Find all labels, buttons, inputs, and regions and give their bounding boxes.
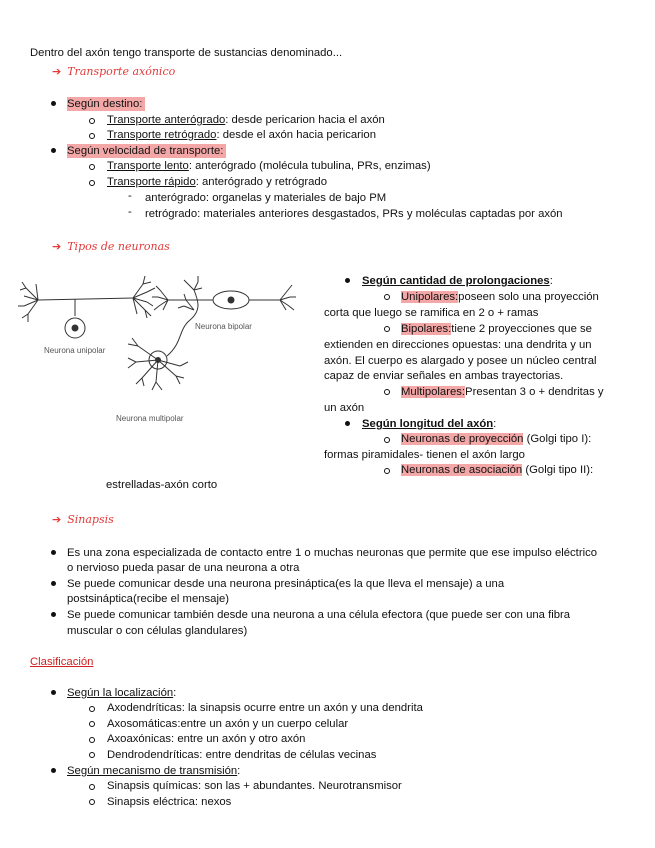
unipolares-line1: [401, 290, 599, 304]
circle-bullet-icon: [89, 706, 95, 712]
term: Unipolares:: [401, 291, 459, 303]
caption-multipolar: Neurona multipolar: [116, 414, 184, 423]
circle-bullet-icon: [89, 118, 95, 124]
dendrodendriticas-item: Dendrodendríticas: entre dendritas de células vecinas: [107, 749, 377, 761]
axosomaticas-item: Axosomáticas:entre un axón y un cuerpo celular: [107, 718, 349, 730]
estrelladas-text: estrelladas-axón corto: [106, 479, 218, 491]
unipolar-neuron-drawing: [18, 276, 155, 338]
circle-bullet-icon: [384, 437, 390, 443]
term: Neuronas de asociación: [401, 464, 523, 476]
section-heading-tipos: [52, 240, 170, 254]
circle-bullet-icon: [384, 389, 390, 395]
section-title: Sinapsis: [67, 513, 114, 526]
circle-bullet-icon: [89, 164, 95, 170]
sinapsis-b1-l1: Es una zona especializada de contacto entre 1 o muchas neuronas que permite que ese impulso eléctrico: [67, 547, 598, 559]
colon: :: [493, 418, 497, 430]
intro-line: Dentro del axón tengo transporte de sustancias denominado...: [30, 47, 343, 59]
prolongaciones-label: [362, 274, 553, 288]
colon: :: [549, 275, 553, 287]
rapido-item: [107, 175, 327, 189]
circle-bullet-icon: [89, 737, 95, 743]
arrow-right-icon: ➔: [52, 65, 62, 78]
arrow-right-icon: ➔: [52, 240, 62, 253]
section-title: Transporte axónico: [67, 65, 176, 78]
unipolares-line2: corta que luego se ramifica en 2 o + ramas: [324, 307, 539, 319]
proyeccion-line2: formas piramidales- tienen el axón largo: [324, 449, 525, 461]
dash-bullet-icon: -: [128, 206, 132, 218]
caption-unipolar: Neurona unipolar: [44, 346, 106, 355]
localizacion-label: [67, 686, 176, 700]
sub-anterogrado: anterógrado: organelas y materiales de bajo PM: [145, 192, 387, 204]
circle-bullet-icon: [384, 468, 390, 474]
anterogrado-item: [107, 113, 385, 127]
desc: poseen solo una proyección: [458, 291, 599, 303]
destino-label: Según destino:: [67, 97, 145, 111]
bullet-icon: [51, 101, 56, 106]
desc: : anterógrado (molécula tubulina, PRs, enzimas): [188, 160, 431, 172]
multipolar-neuron-drawing: [128, 276, 202, 390]
desc: : desde el axón hacia pericarion: [216, 129, 376, 141]
caption-bipolar: Neurona bipolar: [195, 322, 252, 331]
section-heading-sinapsis: [52, 513, 114, 527]
label: Según la localización: [67, 687, 174, 699]
sinapsis-b2-l2: postsináptica(recibe el mensaje): [67, 593, 230, 605]
circle-bullet-icon: [89, 133, 95, 139]
bipolar-neuron-drawing: [152, 285, 296, 310]
term: Bipolares:: [401, 323, 452, 335]
circle-bullet-icon: [89, 799, 95, 805]
clasificacion-title: Clasificación: [30, 656, 94, 668]
sinapsis-b2-l1: Se puede comunicar desde una neurona presináptica(es la que lleva el mensaje) a una: [67, 578, 505, 590]
bullet-icon: [345, 278, 350, 283]
label: Según longitud del axón: [362, 418, 494, 430]
term: Neuronas de proyección: [401, 433, 524, 445]
bullet-icon: [345, 421, 350, 426]
neuron-illustration: [18, 270, 318, 450]
bullet-icon: [51, 612, 56, 617]
multipolares-line2: un axón: [324, 402, 365, 414]
velocidad-label: Según velocidad de transporte:: [67, 144, 226, 158]
bullet-icon: [51, 148, 56, 153]
circle-bullet-icon: [384, 294, 390, 300]
desc: (Golgi tipo II):: [522, 464, 594, 476]
proyeccion-line1: [401, 432, 591, 446]
multipolares-line1: [401, 385, 604, 399]
circle-bullet-icon: [89, 180, 95, 186]
term: Transporte retrógrado: [107, 129, 217, 141]
desc: Presentan 3 o + dendritas y: [465, 386, 604, 398]
bipolares-line3: axón. El cuerpo es alargado y posee un núcleo central: [324, 355, 597, 367]
bullet-icon: [51, 768, 56, 773]
desc: : anterógrado y retrógrado: [195, 176, 327, 188]
desc: (Golgi tipo I):: [523, 433, 592, 445]
dash-bullet-icon: -: [128, 190, 132, 202]
sinapsis-b1-l2: o nervioso pueda pasar de una neurona a otra: [67, 562, 300, 574]
term: Transporte rápido: [107, 176, 196, 188]
asociacion-line1: [401, 463, 593, 477]
bullet-icon: [51, 581, 56, 586]
section-title: Tipos de neuronas: [67, 240, 170, 253]
circle-bullet-icon: [89, 721, 95, 727]
lento-item: [107, 159, 431, 173]
label: Según cantidad de prolongaciones: [362, 275, 550, 287]
electrica-item: Sinapsis eléctrica: nexos: [107, 796, 232, 808]
bullet-icon: [51, 690, 56, 695]
colon: :: [173, 687, 177, 699]
sub-retrogrado: retrógrado: materiales anteriores desgastados, PRs y moléculas captadas por axón: [145, 208, 563, 220]
sinapsis-b3-l2: muscular o con células glandulares): [67, 625, 248, 637]
axodendriticas-item: Axodendríticas: la sinapsis ocurre entre un axón y una dendrita: [107, 702, 423, 714]
bullet-icon: [51, 550, 56, 555]
bipolares-line1: [401, 322, 592, 336]
circle-bullet-icon: [384, 326, 390, 332]
term: Transporte lento: [107, 160, 189, 172]
label: Según mecanismo de transmisión: [67, 765, 238, 777]
sinapsis-b3-l1: Se puede comunicar también desde una neurona a una célula efectora (que puede ser con una fibra: [67, 609, 571, 621]
section-heading-transporte: [52, 65, 175, 79]
desc: : desde pericarion hacia el axón: [225, 114, 385, 126]
circle-bullet-icon: [89, 752, 95, 758]
bipolares-line4: capaz de enviar señales en ambas trayectorias.: [324, 370, 564, 382]
axoaxonicas-item: Axoaxónicas: entre un axón y otro axón: [107, 733, 306, 745]
mecanismo-label: [67, 764, 240, 778]
bipolares-line2: extienden en direcciones opuestas: una dendrita y un: [324, 339, 592, 351]
term: Transporte anterógrado: [107, 114, 226, 126]
longitud-label: [362, 417, 496, 431]
desc: tiene 2 proyecciones que se: [451, 323, 592, 335]
circle-bullet-icon: [89, 784, 95, 790]
term: Multipolares:: [401, 386, 466, 398]
quimicas-item: Sinapsis químicas: son las + abundantes. Neurotransmisor: [107, 780, 402, 792]
colon: :: [237, 765, 241, 777]
arrow-right-icon: ➔: [52, 513, 62, 526]
retrogrado-item: [107, 128, 376, 142]
